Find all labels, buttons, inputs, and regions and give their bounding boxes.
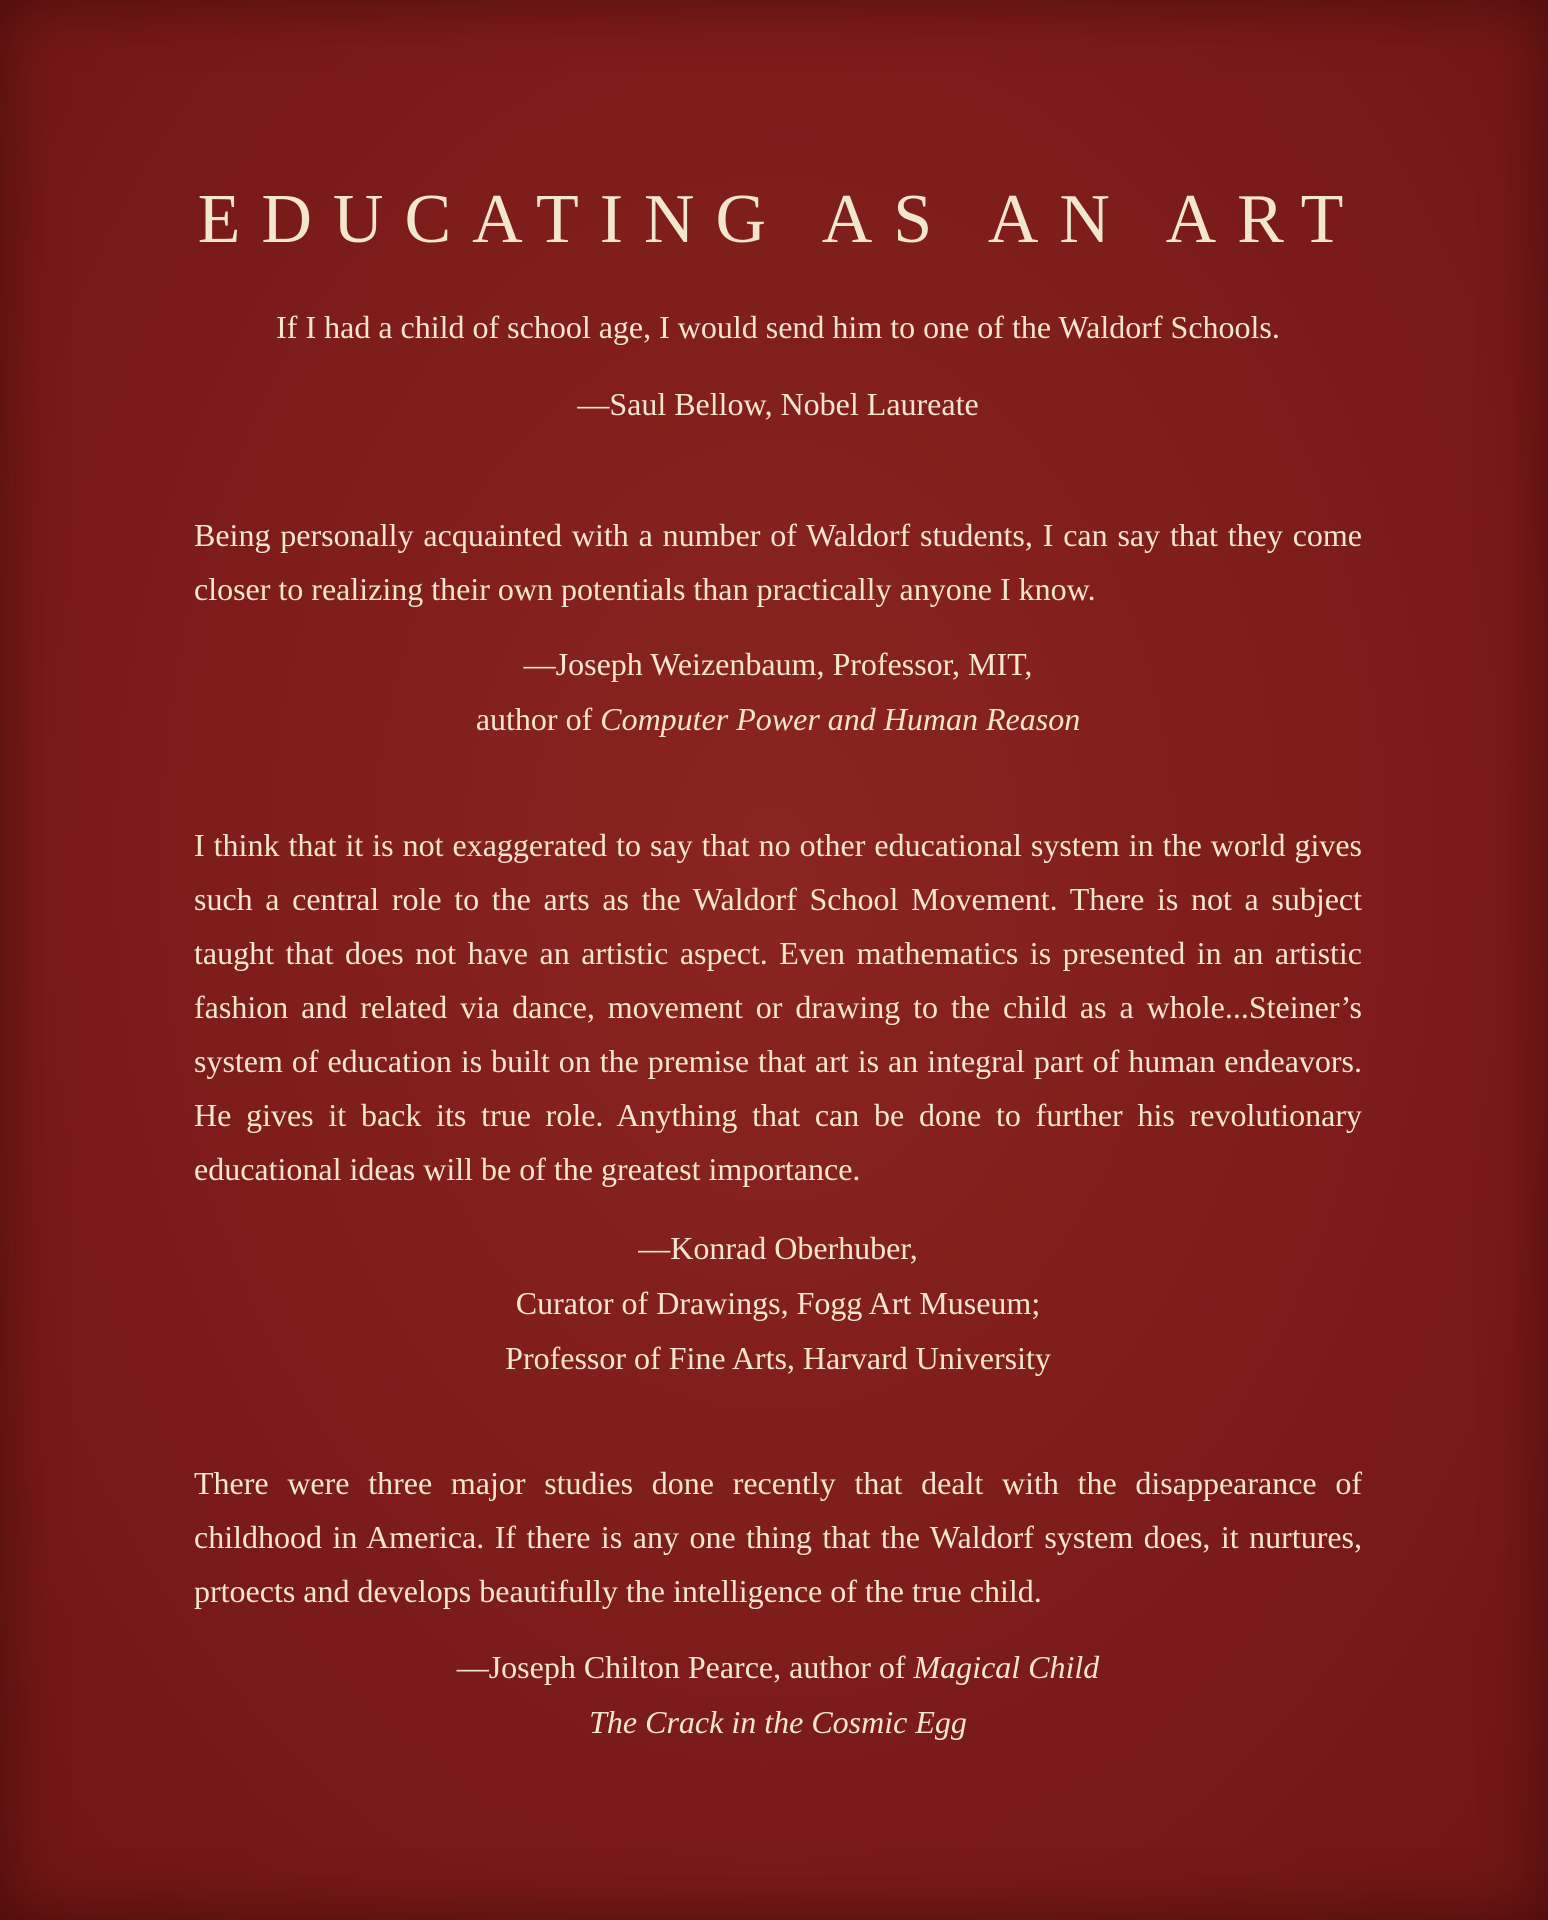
quote-2-attribution-prefix: author of [475, 701, 601, 737]
quote-4-attribution-line-1 [194, 1640, 1362, 1695]
quote-3-attribution-line-2: Curator of Drawings, Fogg Art Museum; [515, 1285, 1041, 1321]
quote-1-text: If I had a child of school age, I would send him to one of the Waldorf Schools. [276, 309, 1280, 345]
cover-title: EDUCATING AS AN ART [197, 181, 1365, 258]
quote-4-block [194, 1456, 1362, 1618]
quote-1-block [194, 300, 1362, 354]
quote-2-block [194, 508, 1362, 616]
quote-4-attribution-line-2 [194, 1695, 1362, 1750]
quote-2-attribution-line-2 [194, 692, 1362, 747]
quote-2-attribution [194, 637, 1362, 747]
quote-3-attribution [194, 1221, 1362, 1386]
quote-3-text: I think that it is not exaggerated to say that no other educational system in the world gives such a central role to the arts as the Waldorf School Movement. There is not a subject taught that does not have an artistic aspect. Even mathematics is presented in an artistic fashion and related via dance, movement or drawing to the child as a whole...Steiner’s system of education is built on the premise that art is an integral part of human endeavors. He gives it back its true role. Anything that can be done to further his revolutionary educational ideas will be of the greatest importance. [194, 827, 1362, 1187]
quote-2-text: Being personally acquainted with a number of Waldorf students, I can say that they come closer to realizing their own potentials than practically anyone I know. [194, 517, 1362, 607]
quote-4-text: There were three major studies done recently that dealt with the disappearance of childhood in America. If there is any one thing that the Waldorf system does, it nurtures, prtoects and develops beautifully the intelligence of the true child. [194, 1465, 1362, 1609]
quote-2-book-title: Computer Power and Human Reason [600, 701, 1081, 737]
quote-3-attribution-line-1: —Konrad Oberhuber, [638, 1230, 918, 1266]
quote-1-attribution-line-1: —Saul Bellow, Nobel Laureate [577, 386, 979, 422]
quote-4-book-title-2: The Crack in the Cosmic Egg [589, 1704, 967, 1740]
quote-3-attribution-line-3: Professor of Fine Arts, Harvard University [505, 1340, 1051, 1376]
quote-4-attribution [194, 1640, 1362, 1750]
quote-2-attribution-line-1: —Joseph Weizenbaum, Professor, MIT, [523, 646, 1033, 682]
quote-4-attribution-prefix: —Joseph Chilton Pearce, author of [456, 1649, 914, 1685]
quote-4-book-title-1: Magical Child [913, 1649, 1100, 1685]
quote-3-block [194, 818, 1362, 1196]
quote-1-attribution [194, 377, 1362, 432]
